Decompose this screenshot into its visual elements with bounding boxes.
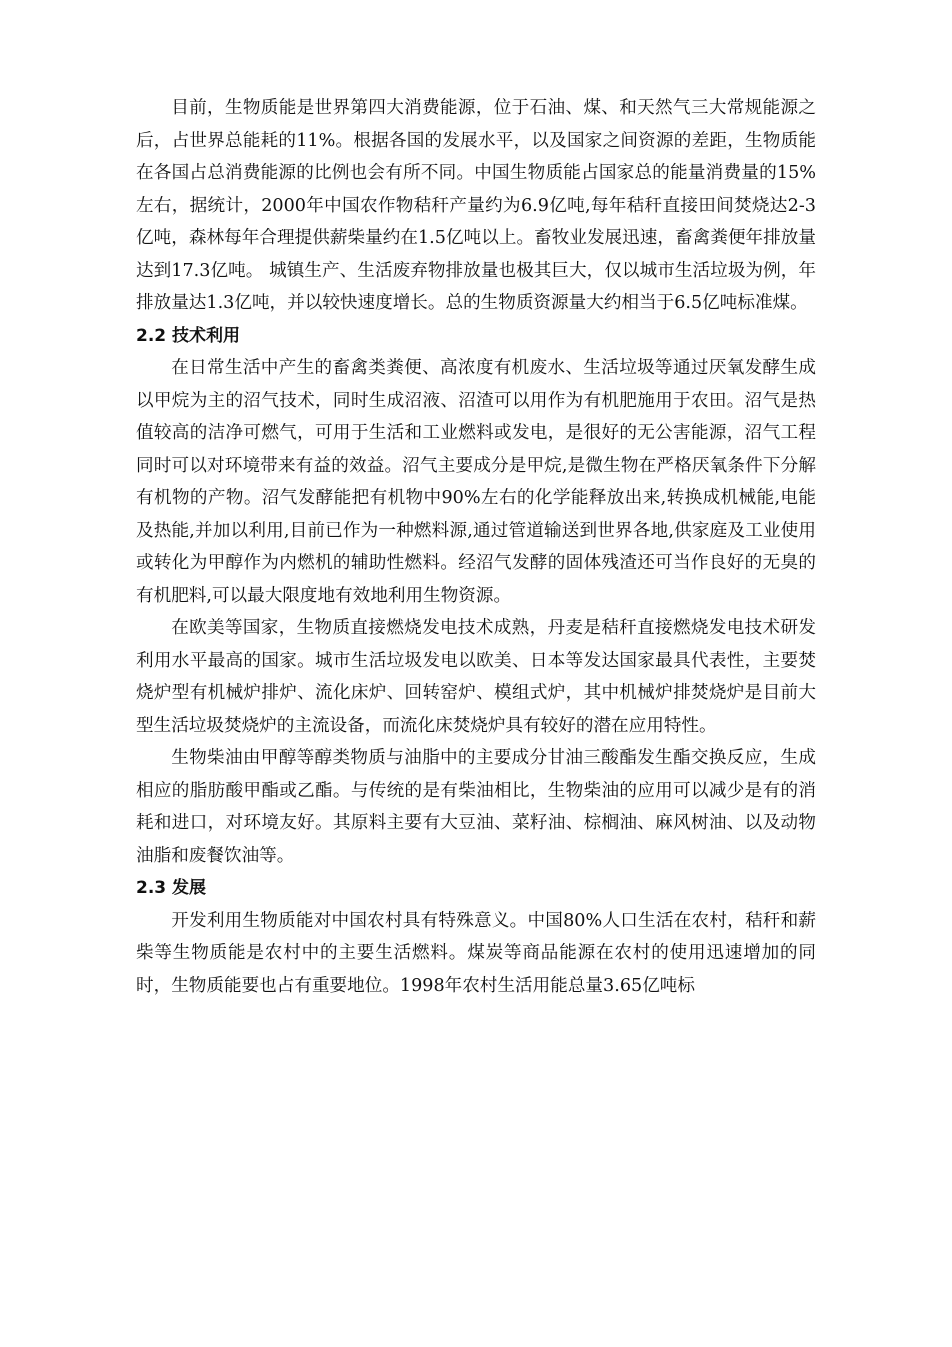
section-heading-2-3: 2.3 发展 — [136, 878, 207, 898]
section-heading-2-2: 2.2 技术利用 — [136, 325, 241, 346]
paragraph-development: 开发利用生物质能对中国农村具有特殊意义。中国80%人口生活在农村，秸秆和薪柴等生物质能是农村中的主要生活燃料。煤炭等商品能源在农村的使用迅速增加的同时，生物质能要也占有重要地位。1998年农村生活用能总量3.65亿吨标 — [136, 910, 816, 996]
paragraph-intro: 目前，生物质能是世界第四大消费能源，位于石油、煤、和天然气三大常规能源之后，占世界总能耗的11%。根据各国的发展水平，以及国家之间资源的差距，生物质能在各国占总消费能源的比例也会有所不同。中国生物质能占国家总的能量消费量的15%左右，据统计，2000年中国农作物秸秆产量约为6.9亿吨,每年秸秆直接田间焚烧达2-3亿吨，森林每年合理提供薪柴量约在1.5亿吨以上。畜牧业发展迅速，畜禽粪便年排放量达到17.3亿吨。 城镇生产、生活废弃物排放量也极其巨大，仅以城市生活垃圾为例，年排放量达1.3亿吨，并以较快速度增长。总的生物质资源量大约相当于6.5亿吨标准煤。 — [136, 98, 816, 313]
document-page — [136, 92, 816, 1002]
paragraph-direct-combustion: 在欧美等国家，生物质直接燃烧发电技术成熟，丹麦是秸秆直接燃烧发电技术研发利用水平最高的国家。城市生活垃圾发电以欧美、日本等发达国家最具代表性，主要焚烧炉型有机械炉排炉、流化床炉、回转窑炉、模组式炉，其中机械炉排焚烧炉是目前大型生活垃圾焚烧炉的主流设备，而流化床焚烧炉具有较好的潜在应用特性。 — [136, 618, 816, 736]
paragraph-biogas: 在日常生活中产生的畜禽类粪便、高浓度有机废水、生活垃圾等通过厌氧发酵生成以甲烷为主的沼气技术，同时生成沼液、沼渣可以用作为有机肥施用于农田。沼气是热值较高的洁净可燃气，可用于生活和工业燃料或发电，是很好的无公害能源，沼气工程同时可以对环境带来有益的效益。沼气主要成分是甲烷,是微生物在严格厌氧条件下分解有机物的产物。沼气发酵能把有机物中90%左右的化学能释放出来,转换成机械能,电能及热能,并加以利用,目前已作为一种燃料源,通过管道输送到世界各地,供家庭及工业使用或转化为甲醇作为内燃机的辅助性燃料。经沼气发酵的固体残渣还可当作良好的无臭的有机肥料,可以最大限度地有效地利用生物资源。 — [136, 358, 816, 606]
paragraph-biodiesel: 生物柴油由甲醇等醇类物质与油脂中的主要成分甘油三酸酯发生酯交换反应，生成相应的脂肪酸甲酯或乙酯。与传统的是有柴油相比，生物柴油的应用可以减少是有的消耗和进口，对环境友好。其原料主要有大豆油、菜籽油、棕榈油、麻风树油、以及动物油脂和废餐饮油等。 — [136, 748, 816, 866]
